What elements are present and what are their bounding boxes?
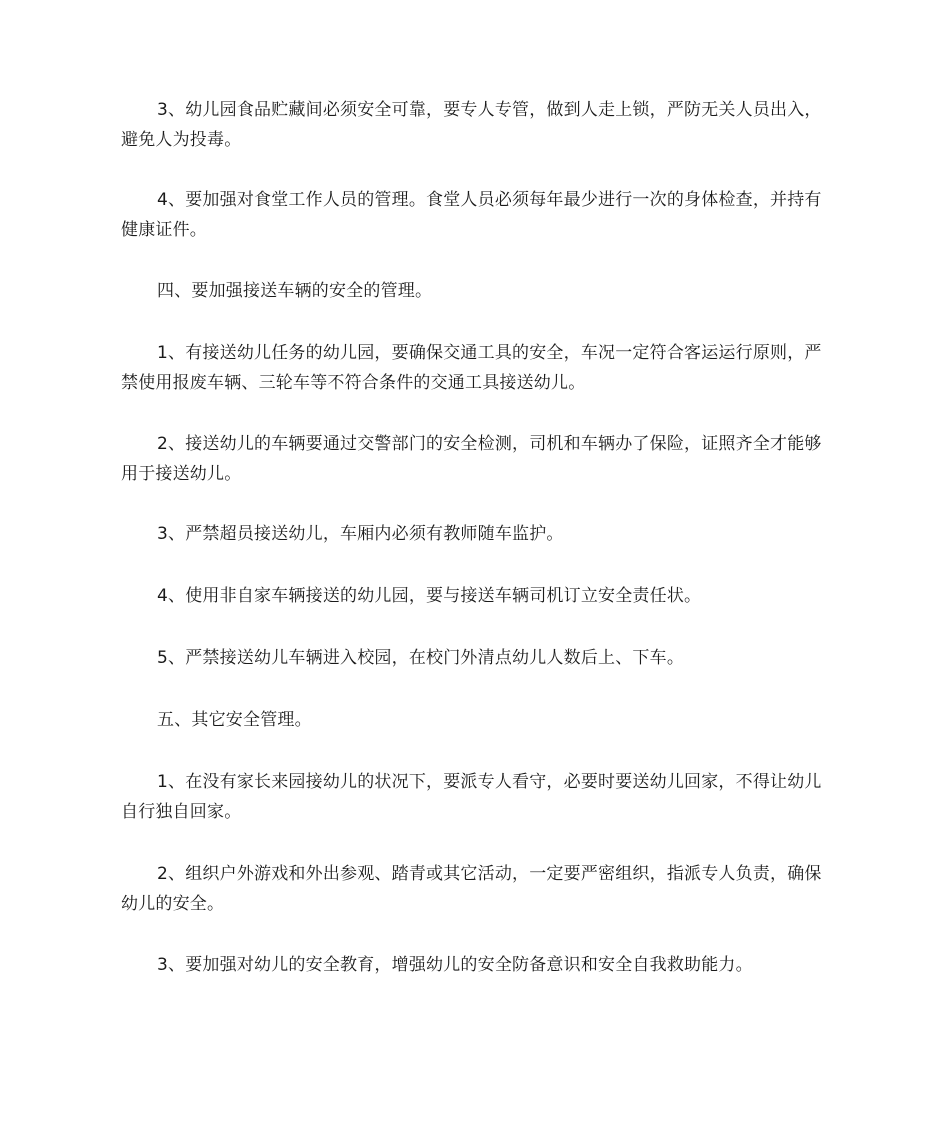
paragraph: 4、要加强对食堂工作人员的管理。食堂人员必须每年最少进行一次的身体检查，并持有健康证件。 (121, 190, 822, 240)
paragraph: 1、有接送幼儿任务的幼儿园，要确保交通工具的安全，车况一定符合客运运行原则，严禁使用报废车辆、三轮车等不符合条件的交通工具接送幼儿。 (121, 343, 822, 393)
paragraph: 4、使用非自家车辆接送的幼儿园，要与接送车辆司机订立安全责任状。 (157, 586, 702, 606)
paragraph: 2、接送幼儿的车辆要通过交警部门的安全检测，司机和车辆办了保险，证照齐全才能够用于接送幼儿。 (121, 434, 822, 484)
paragraph: 3、要加强对幼儿的安全教育，增强幼儿的安全防备意识和安全自我救助能力。 (157, 955, 753, 975)
paragraph: 5、严禁接送幼儿车辆进入校园，在校门外清点幼儿人数后上、下车。 (157, 648, 685, 668)
paragraph: 2、组织户外游戏和外出参观、踏青或其它活动，一定要严密组织，指派专人负责，确保幼儿的安全。 (121, 864, 822, 914)
section-heading: 五、其它安全管理。 (157, 710, 312, 730)
paragraph: 3、严禁超员接送幼儿，车厢内必须有教师随车监护。 (157, 524, 564, 544)
paragraph: 3、幼儿园食品贮藏间必须安全可靠，要专人专管，做到人走上锁，严防无关人员出入，避免人为投毒。 (121, 100, 822, 150)
paragraph: 1、在没有家长来园接幼儿的状况下，要派专人看守，必要时要送幼儿回家，不得让幼儿自行独自回家。 (121, 772, 822, 822)
section-heading: 四、要加强接送车辆的安全的管理。 (157, 281, 433, 301)
